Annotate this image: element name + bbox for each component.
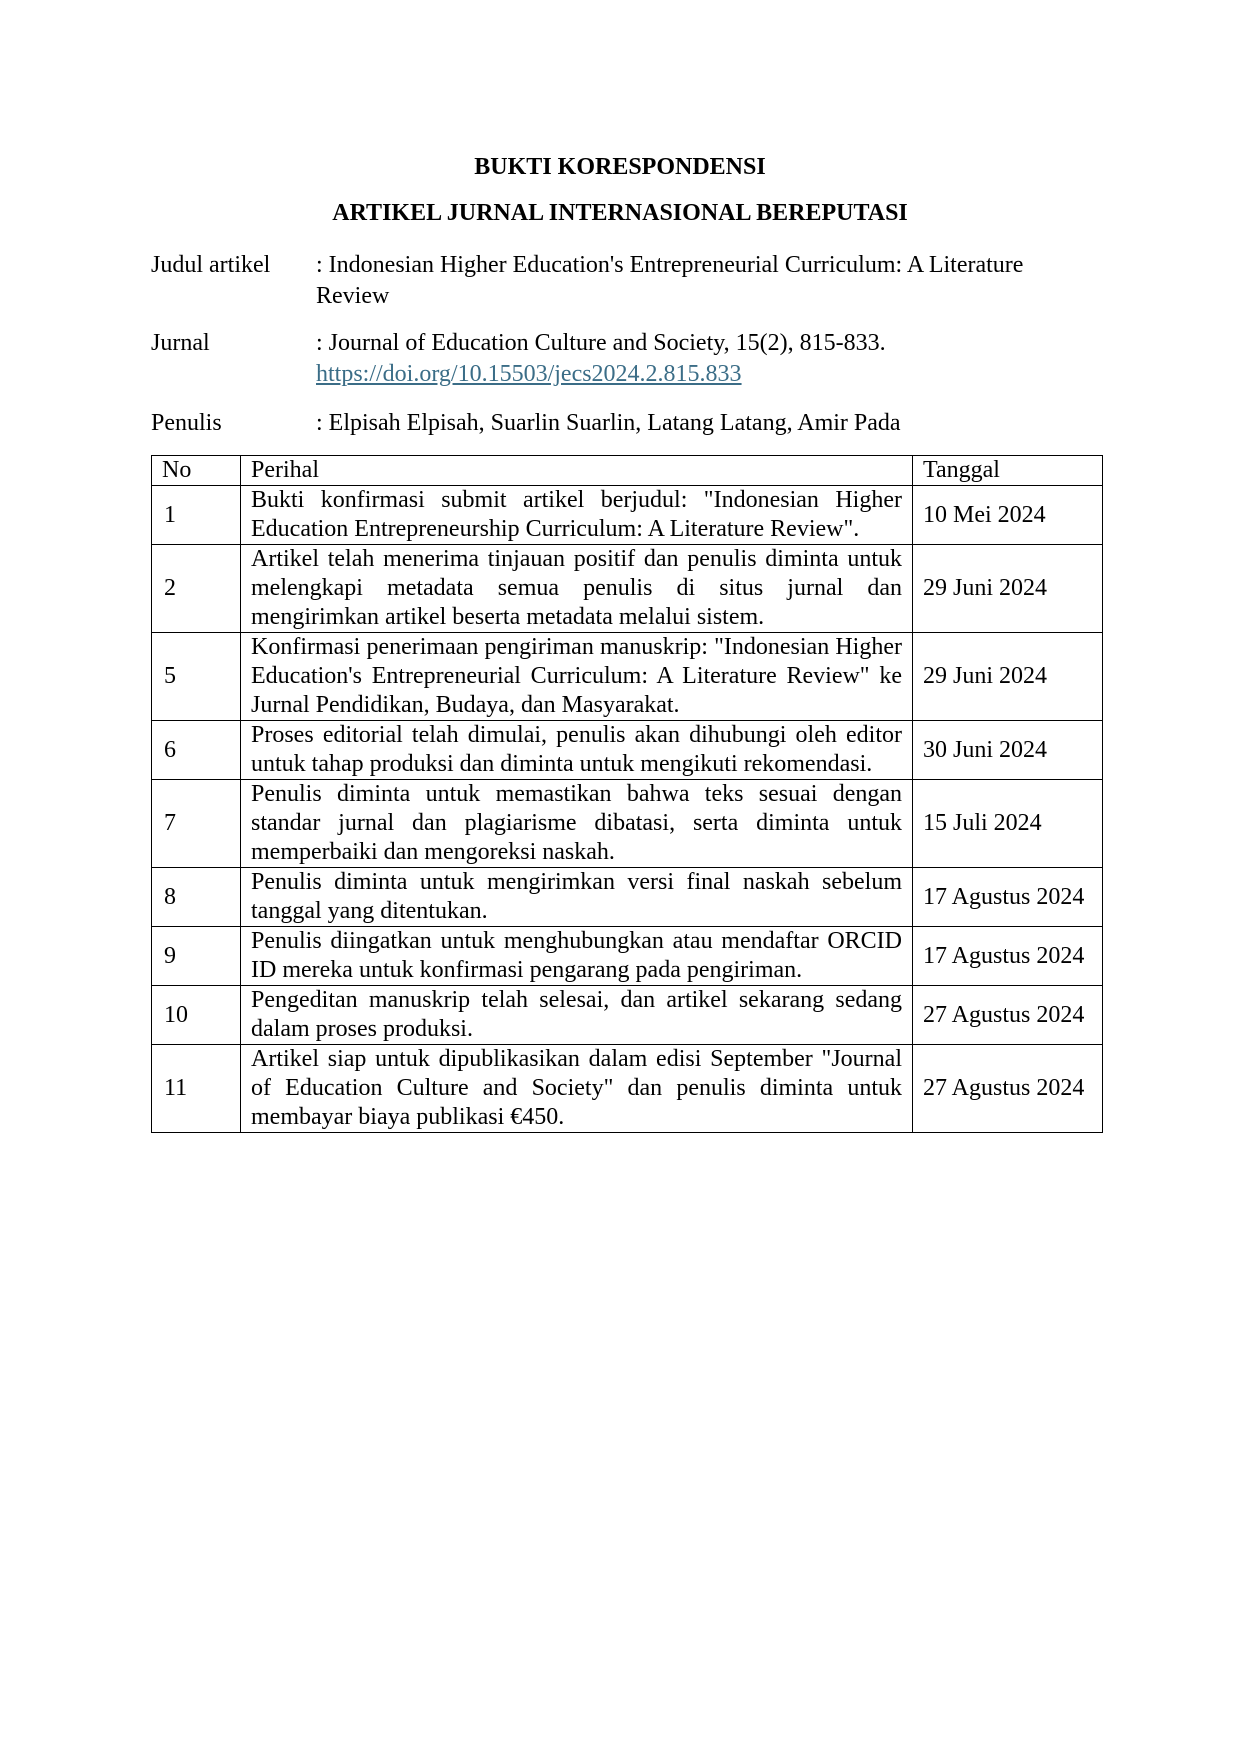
row-tanggal: 17 Agustus 2024 <box>913 868 1103 927</box>
document-subtitle: ARTIKEL JURNAL INTERNASIONAL BEREPUTASI <box>332 200 908 226</box>
document-title: BUKTI KORESPONDENSI <box>474 154 766 180</box>
row-perihal: Proses editorial telah dimulai, penulis akan dihubungi oleh editor untuk tahap produksi dan diminta untuk mengikuti rekomendasi. <box>241 721 913 780</box>
row-perihal: Penulis diingatkan untuk menghubungkan atau mendaftar ORCID ID mereka untuk konfirmasi pengarang pada pengiriman. <box>241 927 913 986</box>
doi-link[interactable]: https://doi.org/10.15503/jecs2024.2.815.833 <box>316 361 742 387</box>
jurnal-label: Jurnal <box>151 330 210 356</box>
row-tanggal: 17 Agustus 2024 <box>913 927 1103 986</box>
penulis-label: Penulis <box>151 410 222 436</box>
header-tanggal: Tanggal <box>913 456 1103 486</box>
row-tanggal: 29 Juni 2024 <box>913 545 1103 633</box>
row-no: 6 <box>152 721 241 780</box>
header-perihal: Perihal <box>241 456 913 486</box>
table-row <box>152 1045 1103 1133</box>
table-row <box>152 633 1103 721</box>
row-tanggal: 10 Mei 2024 <box>913 486 1103 545</box>
jurnal-citation: : Journal of Education Culture and Society, 15(2), 815-833. <box>316 330 886 356</box>
table-header-row <box>152 456 1103 486</box>
row-no: 1 <box>152 486 241 545</box>
header-no: No <box>152 456 241 486</box>
table-row <box>152 868 1103 927</box>
row-perihal: Artikel siap untuk dipublikasikan dalam edisi September "Journal of Education Culture and Society" dan penulis diminta untuk membayar biaya publikasi €450. <box>241 1045 913 1133</box>
row-no: 8 <box>152 868 241 927</box>
row-no: 7 <box>152 780 241 868</box>
row-perihal: Artikel telah menerima tinjauan positif dan penulis diminta untuk melengkapi metadata semua penulis di situs jurnal dan mengirimkan artikel beserta metadata melalui sistem. <box>241 545 913 633</box>
row-perihal: Pengeditan manuskrip telah selesai, dan artikel sekarang sedang dalam proses produksi. <box>241 986 913 1045</box>
row-perihal: Konfirmasi penerimaan pengiriman manuskrip: "Indonesian Higher Education's Entrepreneurial Curriculum: A Literature Review" ke Jurnal Pendidikan, Budaya, dan Masyarakat. <box>241 633 913 721</box>
judul-value: : Indonesian Higher Education's Entrepreneurial Curriculum: A Literature Review <box>316 252 1024 309</box>
row-tanggal: 29 Juni 2024 <box>913 633 1103 721</box>
row-no: 10 <box>152 986 241 1045</box>
row-perihal: Penulis diminta untuk memastikan bahwa teks sesuai dengan standar jurnal dan plagiarisme dibatasi, serta diminta untuk memperbaiki dan mengoreksi naskah. <box>241 780 913 868</box>
row-no: 2 <box>152 545 241 633</box>
table-row <box>152 927 1103 986</box>
row-tanggal: 15 Juli 2024 <box>913 780 1103 868</box>
row-no: 11 <box>152 1045 241 1133</box>
row-perihal: Bukti konfirmasi submit artikel berjudul: "Indonesian Higher Education Entrepreneurship Curriculum: A Literature Review". <box>241 486 913 545</box>
table-row <box>152 486 1103 545</box>
row-no: 9 <box>152 927 241 986</box>
table-row <box>152 986 1103 1045</box>
table-row <box>152 721 1103 780</box>
penulis-value: : Elpisah Elpisah, Suarlin Suarlin, Latang Latang, Amir Pada <box>316 410 901 436</box>
judul-label: Judul artikel <box>151 252 271 278</box>
jurnal-value <box>316 328 1076 390</box>
table-row <box>152 780 1103 868</box>
row-tanggal: 30 Juni 2024 <box>913 721 1103 780</box>
row-tanggal: 27 Agustus 2024 <box>913 986 1103 1045</box>
row-perihal: Penulis diminta untuk mengirimkan versi final naskah sebelum tanggal yang ditentukan. <box>241 868 913 927</box>
correspondence-table <box>151 455 1103 1133</box>
row-tanggal: 27 Agustus 2024 <box>913 1045 1103 1133</box>
table-row <box>152 545 1103 633</box>
row-no: 5 <box>152 633 241 721</box>
